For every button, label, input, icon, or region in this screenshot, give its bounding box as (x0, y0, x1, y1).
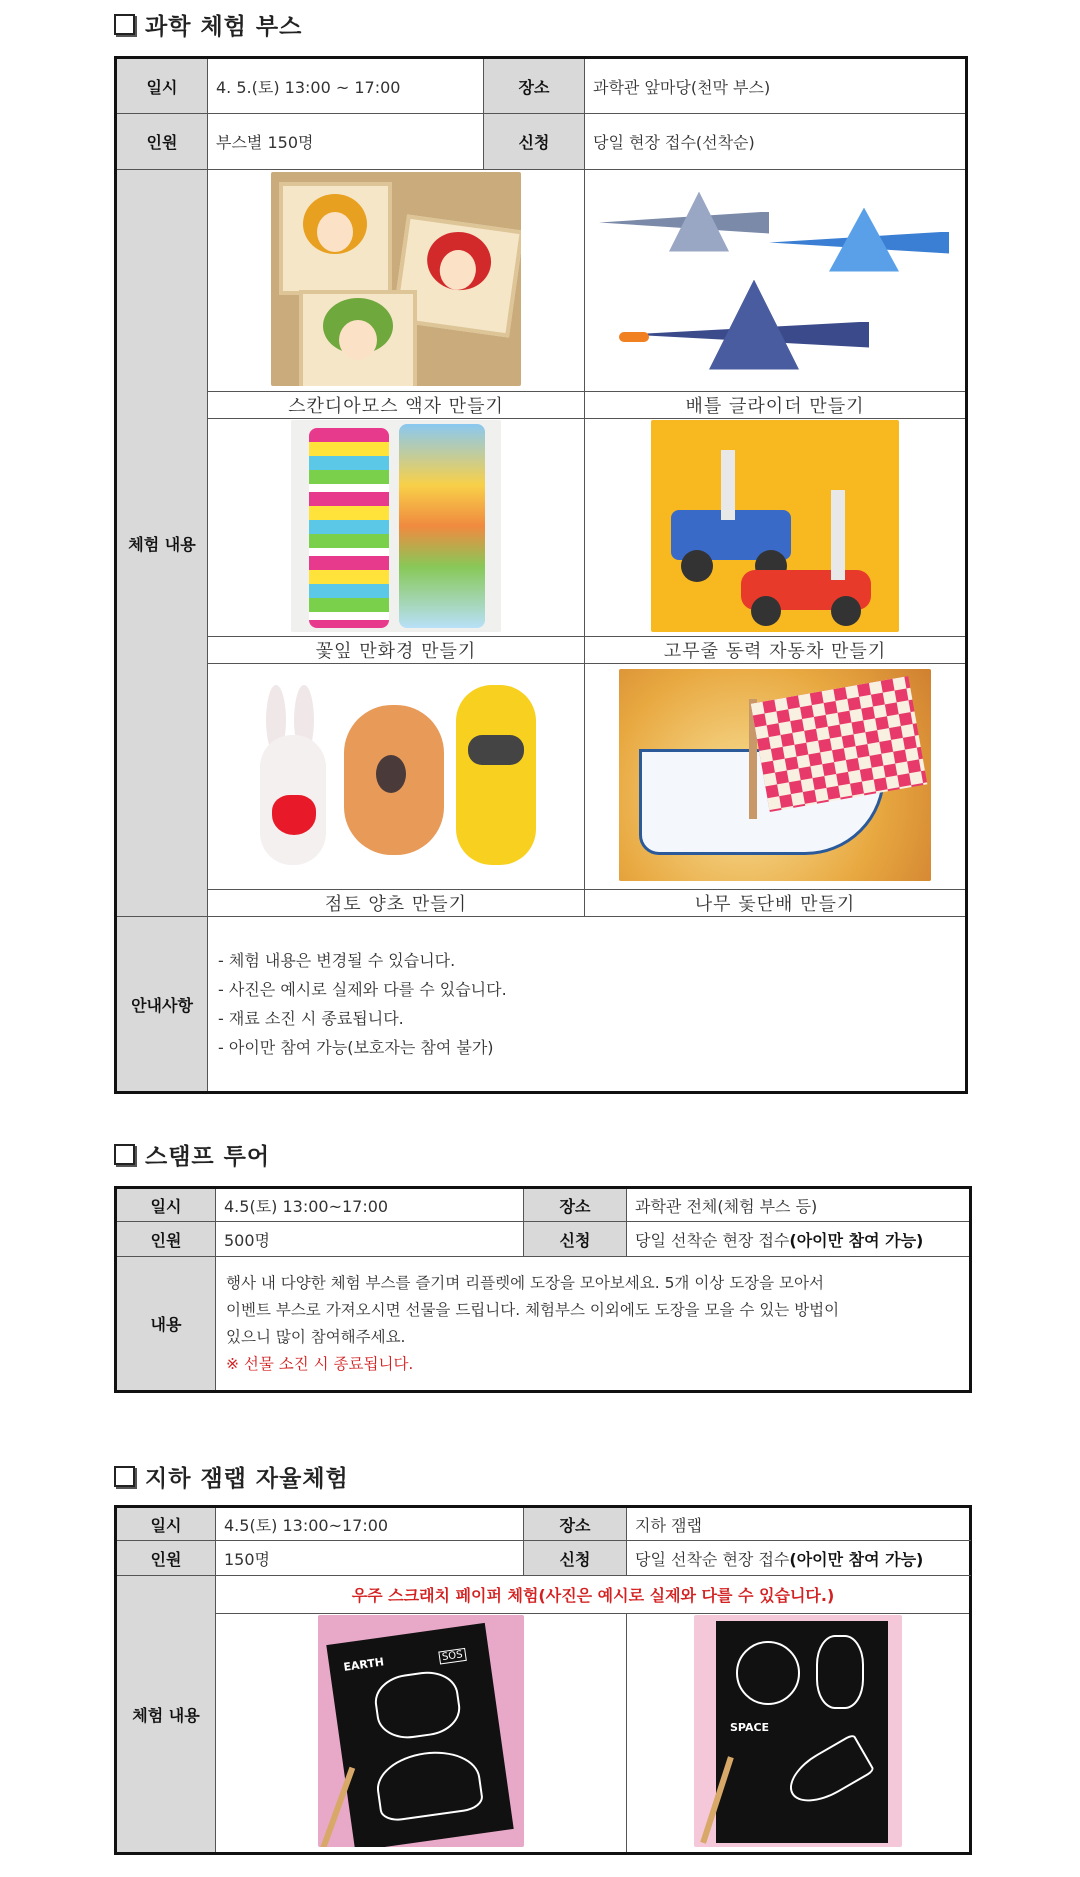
notice-list (208, 917, 967, 1093)
jamlab-table (114, 1505, 972, 1855)
apply-value: 당일 현장 접수(선착순) (585, 114, 967, 170)
checkbox-bullet-icon (114, 1144, 135, 1165)
label-apply: 신청 (524, 1222, 627, 1257)
stamp-tour-table (114, 1186, 972, 1393)
notice-line: - 사진은 예시로 실제와 다를 수 있습니다. (218, 980, 507, 999)
place-value: 과학관 전체(체험 부스 등) (627, 1188, 971, 1222)
item-photo-cell (585, 170, 967, 392)
label-apply: 신청 (524, 1541, 627, 1576)
label-people: 인원 (116, 114, 208, 170)
label-date: 일시 (116, 1507, 216, 1541)
item-caption: 나무 돛단배 만들기 (585, 890, 967, 917)
scratch-paper-space-photo (694, 1615, 902, 1847)
label-contents: 체험 내용 (116, 170, 208, 917)
checkbox-bullet-icon (114, 14, 135, 35)
scratch-photo-cell (627, 1614, 971, 1854)
item-photo-cell (585, 664, 967, 890)
item-caption: 꽃잎 만화경 만들기 (208, 637, 585, 664)
glider-photo (589, 172, 961, 386)
scratch-paper-earth-photo (318, 1615, 524, 1847)
checkbox-bullet-icon (114, 1466, 135, 1487)
item-caption: 고무줄 동력 자동차 만들기 (585, 637, 967, 664)
item-caption: 스칸디아모스 액자 만들기 (208, 392, 585, 419)
label-contents: 내용 (116, 1257, 216, 1392)
people-value: 부스별 150명 (208, 114, 484, 170)
label-apply: 신청 (484, 114, 585, 170)
section-title-text: 과학 체험 부스 (145, 14, 303, 40)
scratch-photo-cell (216, 1614, 627, 1854)
sailboat-photo (619, 669, 931, 881)
label-date: 일시 (116, 58, 208, 114)
label-people: 인원 (116, 1541, 216, 1576)
people-value: 150명 (216, 1541, 524, 1576)
label-place: 장소 (484, 58, 585, 114)
moss-frame-photo (271, 172, 521, 386)
label-people: 인원 (116, 1222, 216, 1257)
experience-title: 우주 스크래치 페이퍼 체험(사진은 예시로 실제와 다를 수 있습니다.) (216, 1576, 971, 1614)
item-photo-cell (208, 170, 585, 392)
place-value: 과학관 앞마당(천막 부스) (585, 58, 967, 114)
people-value: 500명 (216, 1222, 524, 1257)
section-title-science-booth (114, 8, 302, 41)
apply-normal: 당일 선착순 현장 접수 (635, 1230, 790, 1250)
content-line: 이벤트 부스로 가져오시면 선물을 드립니다. 체험부스 이외에도 도장을 모을 수 있는 방법이 (226, 1300, 840, 1319)
content-line: 있으니 많이 참여해주세요. (226, 1327, 406, 1346)
label-date: 일시 (116, 1188, 216, 1222)
label-place: 장소 (524, 1507, 627, 1541)
item-caption: 배틀 글라이더 만들기 (585, 392, 967, 419)
notice-line: - 아이만 참여 가능(보호자는 참여 불가) (218, 1038, 494, 1057)
science-booth-table (114, 56, 968, 1094)
apply-bold: (아이만 참여 가능) (789, 1230, 924, 1250)
item-photo-cell (585, 419, 967, 637)
section-title-text: 스탬프 투어 (145, 1144, 271, 1170)
notice-line: - 재료 소진 시 종료됩니다. (218, 1009, 404, 1028)
date-value: 4.5(토) 13:00~17:00 (216, 1507, 524, 1541)
notice-line: - 체험 내용은 변경될 수 있습니다. (218, 951, 456, 970)
warning-text: ※ 선물 소진 시 종료됩니다. (226, 1354, 414, 1373)
clay-candle-photo (246, 675, 546, 875)
apply-value (627, 1222, 971, 1257)
label-contents: 체험 내용 (116, 1576, 216, 1854)
label-notice: 안내사항 (116, 917, 208, 1093)
apply-value (627, 1541, 971, 1576)
section-title-jamlab (114, 1460, 349, 1493)
scratch-space-text: SPACE (730, 1721, 770, 1734)
scratch-sos-text: SOS (438, 1648, 466, 1665)
scratch-earth-text: EARTH (342, 1655, 385, 1674)
date-value: 4.5(토) 13:00~17:00 (216, 1188, 524, 1222)
section-title-text: 지하 잼랩 자율체험 (145, 1466, 349, 1492)
apply-normal: 당일 선착순 현장 접수 (635, 1549, 790, 1569)
kaleidoscope-photo (291, 420, 501, 632)
date-value: 4. 5.(토) 13:00 ~ 17:00 (208, 58, 484, 114)
label-place: 장소 (524, 1188, 627, 1222)
item-photo-cell (208, 664, 585, 890)
stamp-content (216, 1257, 971, 1392)
item-caption: 점토 양초 만들기 (208, 890, 585, 917)
content-line: 행사 내 다양한 체험 부스를 즐기며 리플렛에 도장을 모아보세요. 5개 이상 도장을 모아서 (226, 1273, 824, 1292)
place-value: 지하 잼랩 (627, 1507, 971, 1541)
rubber-car-photo (651, 420, 899, 632)
item-photo-cell (208, 419, 585, 637)
apply-bold: (아이만 참여 가능) (789, 1549, 924, 1569)
section-title-stamp-tour (114, 1138, 270, 1171)
